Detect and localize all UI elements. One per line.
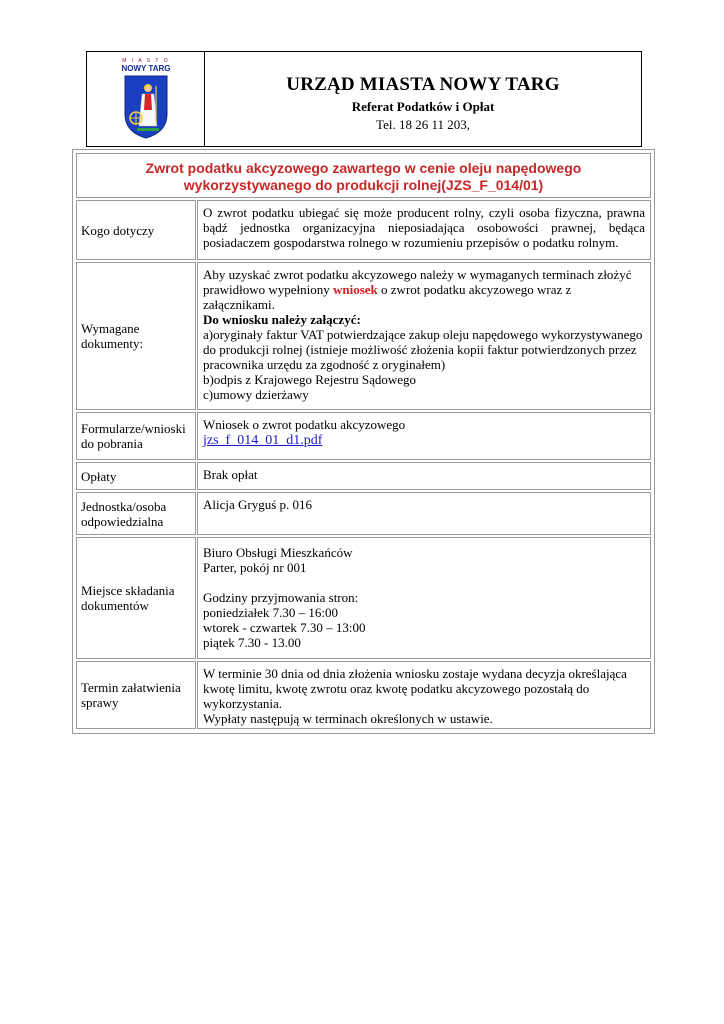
office-name: URZĄD MIASTA NOWY TARG <box>286 74 560 95</box>
attachment-item-a: a)oryginały faktur VAT potwierdzające zakup oleju napędowego wykorzystywanego do produkcji rolnej (istnieje możliwość złożenia kopii faktur potwierdzonych przez pracownika urzędu za zgodność z oryginałem) <box>203 327 643 372</box>
logo-city-name: NOWY TARG <box>121 64 171 73</box>
table-row-termin <box>76 661 651 729</box>
shield-icon <box>123 74 169 140</box>
table-row-formularze <box>76 412 651 460</box>
logo-small-text: M I A S T O <box>122 58 170 64</box>
hours-friday: piątek 7.30 - 13.00 <box>203 635 301 650</box>
row-label: Termin załatwienia sprawy <box>76 661 196 729</box>
attachment-item-b: b)odpis z Krajowego Rejestru Sądowego <box>203 372 417 387</box>
row-value: O zwrot podatku ubiegać się może producent rolny, czyli osoba fizyczna, prawna bądź jednostka organizacyjna nieposiadająca osobowości prawnej, będąca posiadaczem gospodarstwa rolnego w rozumieniu przepisów o podatku rolnym. <box>197 200 651 260</box>
room-number: Parter, pokój nr 001 <box>203 560 307 575</box>
wniosek-highlight: wniosek <box>332 282 378 297</box>
procedure-title-line2: wykorzystywanego do produkcji rolnej(JZS_F_014/01) <box>183 177 544 193</box>
office-header <box>86 51 642 147</box>
row-label: Wymagane dokumenty: <box>76 262 196 410</box>
procedure-title <box>76 153 651 198</box>
row-value <box>197 537 651 659</box>
logo-cell <box>87 52 205 146</box>
row-value <box>197 661 651 729</box>
procedure-table <box>72 149 655 734</box>
row-label: Kogo dotyczy <box>76 200 196 260</box>
office-info <box>205 52 641 146</box>
documents-intro: Aby uzyskać zwrot podatku akcyzowego należy w wymaganych terminach złożyć prawidłowo wypełniony wniosek o zwrot podatku akcyzowego wraz z załącznikami. <box>203 267 632 312</box>
row-label: Miejsce składania dokumentów <box>76 537 196 659</box>
table-row-miejsce <box>76 537 651 659</box>
hours-title: Godziny przyjmowania stron: <box>203 590 359 605</box>
payout-text: Wypłaty następują w terminach określonych w ustawie. <box>203 711 493 726</box>
row-value: Brak opłat <box>197 462 651 490</box>
hours-monday: poniedziałek 7.30 – 16:00 <box>203 605 339 620</box>
form-download-link[interactable]: jzs_f_014_01_d1.pdf <box>203 433 323 448</box>
procedure-title-line1: Zwrot podatku akcyzowego zawartego w cenie oleju napędowego <box>145 160 582 176</box>
office-location: Biuro Obsługi Mieszkańców <box>203 545 353 560</box>
table-row-jednostka <box>76 492 651 535</box>
table-row-dokumenty <box>76 262 651 410</box>
row-value: Alicja Gryguś p. 016 <box>197 492 651 535</box>
attachment-item-c: c)umowy dzierżawy <box>203 387 309 402</box>
table-row-kogo <box>76 200 651 260</box>
row-value <box>197 412 651 460</box>
office-phone: Tel. 18 26 11 203, <box>376 117 470 132</box>
hours-tue-thu: wtorek - czwartek 7.30 – 13:00 <box>203 620 366 635</box>
processing-time-text: W terminie 30 dnia od dnia złożenia wniosku zostaje wydana decyzja określająca kwotę limitu, kwotę zwrotu oraz kwotę podatku akcyzowego pozostałą do wykorzystania. <box>203 666 627 711</box>
row-label: Jednostka/osoba odpowiedzialna <box>76 492 196 535</box>
city-coat-of-arms <box>114 59 178 145</box>
attachments-heading: Do wniosku należy załączyć: <box>203 312 361 327</box>
row-label: Opłaty <box>76 462 196 490</box>
table-row-oplaty <box>76 462 651 490</box>
department-name: Referat Podatków i Opłat <box>351 99 495 114</box>
row-value <box>197 262 651 410</box>
row-label: Formularze/wnioski do pobrania <box>76 412 196 460</box>
form-name: Wniosek o zwrot podatku akcyzowego <box>203 417 406 432</box>
